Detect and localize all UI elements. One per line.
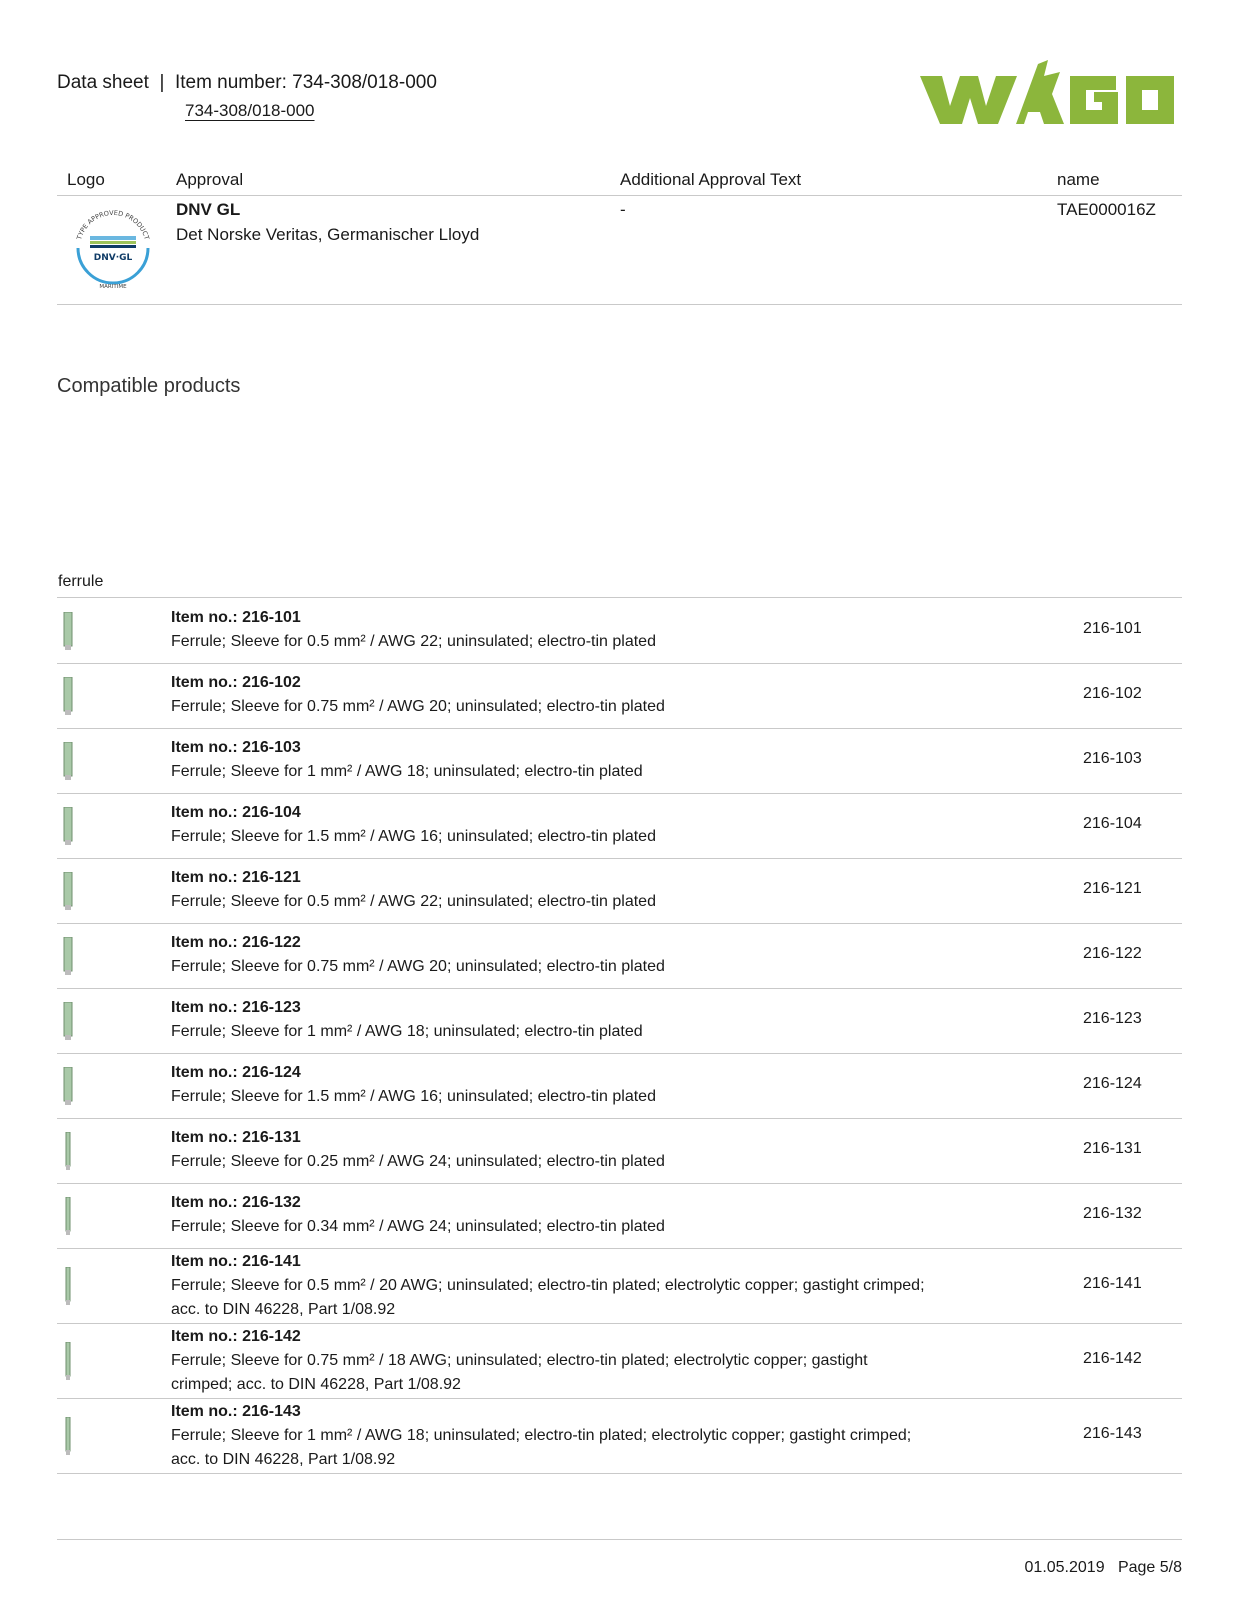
col-header-logo: Logo: [67, 170, 105, 189]
item-code: 216-123: [1083, 1010, 1142, 1027]
ferrule-image: [62, 807, 74, 845]
item-description: Ferrule; Sleeve for 1 mm² / AWG 18; uninsulated; electro-tin plated; electrolytic copper; gastight crimped; acc. to DIN 46228, Part 1/08.92: [171, 1427, 912, 1468]
additional-approval-text: -: [620, 200, 626, 219]
item-description: Ferrule; Sleeve for 0.5 mm² / AWG 22; uninsulated; electro-tin plated: [171, 633, 656, 650]
table-row[interactable]: Item no.: 216-102 Ferrule; Sleeve for 0.75 mm² / AWG 20; uninsulated; electro-tin plated 216-102: [57, 664, 1182, 729]
item-code: 216-101: [1083, 620, 1142, 637]
item-description: Ferrule; Sleeve for 0.5 mm² / 20 AWG; uninsulated; electro-tin plated; electrolytic copper; gastight crimped; acc. to DIN 46228, Part 1/08.92: [171, 1277, 925, 1318]
item-number: 216-123: [242, 999, 301, 1016]
item-code: 216-102: [1083, 685, 1142, 702]
table-row[interactable]: Item no.: 216-141 Ferrule; Sleeve for 0.5 mm² / 20 AWG; uninsulated; electro-tin plated; electrolytic copper; gastight crimped; acc. to DIN 46228, Part 1/08.92 216-141: [57, 1249, 1182, 1324]
svg-text:TYPE APPROVED PRODUCT: TYPE APPROVED PRODUCT: [75, 208, 151, 241]
item-number: 216-104: [242, 804, 301, 821]
item-code: 216-141: [1083, 1275, 1142, 1292]
item-code: 216-142: [1083, 1350, 1142, 1367]
item-code: 216-103: [1083, 750, 1142, 767]
ferrule-image: [62, 872, 74, 910]
footer-page: Page 5/8: [1117, 1559, 1182, 1576]
item-number: 216-131: [242, 1129, 301, 1146]
item-description: Ferrule; Sleeve for 0.5 mm² / AWG 22; uninsulated; electro-tin plated: [171, 893, 656, 910]
item-description: Ferrule; Sleeve for 1 mm² / AWG 18; uninsulated; electro-tin plated: [171, 1023, 643, 1040]
item-description: Ferrule; Sleeve for 0.75 mm² / 18 AWG; uninsulated; electro-tin plated; electrolytic copper; gastight crimped; acc. to DIN 46228, Part 1/08.92: [171, 1352, 868, 1393]
item-code: 216-124: [1083, 1075, 1142, 1092]
page-title: Data sheet | Item number: 734-308/018-000: [57, 72, 437, 93]
ferrule-image: [62, 1132, 74, 1170]
table-row[interactable]: Item no.: 216-132 Ferrule; Sleeve for 0.34 mm² / AWG 24; uninsulated; electro-tin plated 216-132: [57, 1184, 1182, 1249]
table-row[interactable]: Item no.: 216-103 Ferrule; Sleeve for 1 mm² / AWG 18; uninsulated; electro-tin plated 216-103: [57, 729, 1182, 794]
approval-description: Det Norske Veritas, Germanischer Lloyd: [176, 225, 480, 244]
section-title: Compatible products: [57, 375, 241, 397]
item-number: 216-141: [242, 1253, 301, 1270]
col-header-approval: Approval: [176, 170, 244, 189]
ferrule-image: [62, 1002, 74, 1040]
ferrule-image: [62, 742, 74, 780]
item-description: Ferrule; Sleeve for 0.75 mm² / AWG 20; uninsulated; electro-tin plated: [171, 698, 665, 715]
item-description: Ferrule; Sleeve for 1.5 mm² / AWG 16; uninsulated; electro-tin plated: [171, 828, 656, 845]
item-number: 216-142: [242, 1328, 301, 1345]
table-row[interactable]: Item no.: 216-121 Ferrule; Sleeve for 0.5 mm² / AWG 22; uninsulated; electro-tin plated 216-121: [57, 859, 1182, 924]
item-code: 216-143: [1083, 1425, 1142, 1442]
footer: [1025, 1559, 1182, 1577]
ferrule-image: [62, 612, 74, 650]
item-number-link[interactable]: 734-308/018-000: [185, 101, 315, 120]
wago-logo-text: WAGO: [920, 58, 924, 59]
table-row[interactable]: Item no.: 216-123 Ferrule; Sleeve for 1 mm² / AWG 18; uninsulated; electro-tin plated 216-123: [57, 989, 1182, 1054]
item-number: 216-124: [242, 1064, 301, 1081]
ferrule-image: [62, 1267, 74, 1305]
item-code: 216-121: [1083, 880, 1142, 897]
table-row[interactable]: Item no.: 216-124 Ferrule; Sleeve for 1.5 mm² / AWG 16; uninsulated; electro-tin plated 216-124: [57, 1054, 1182, 1119]
item-code: 216-104: [1083, 815, 1142, 832]
table-row[interactable]: Item no.: 216-122 Ferrule; Sleeve for 0.75 mm² / AWG 20; uninsulated; electro-tin plated 216-122: [57, 924, 1182, 989]
divider: [57, 597, 1182, 598]
compatible-products-table: [57, 599, 1182, 1474]
table-row[interactable]: Item no.: 216-101 Ferrule; Sleeve for 0.5 mm² / AWG 22; uninsulated; electro-tin plated 216-101: [57, 599, 1182, 664]
ferrule-image: [62, 1342, 74, 1380]
item-number: 216-103: [242, 739, 301, 756]
item-number: 216-122: [242, 934, 301, 951]
table-row[interactable]: Item no.: 216-142 Ferrule; Sleeve for 0.75 mm² / 18 AWG; uninsulated; electro-tin plated; electrolytic copper; gastight crimped; acc. to DIN 46228, Part 1/08.92 216-142: [57, 1324, 1182, 1399]
item-description: Ferrule; Sleeve for 0.34 mm² / AWG 24; uninsulated; electro-tin plated: [171, 1218, 665, 1235]
item-description: Ferrule; Sleeve for 0.75 mm² / AWG 20; uninsulated; electro-tin plated: [171, 958, 665, 975]
ferrule-image: [62, 1417, 74, 1455]
approval-name: DNV GL: [176, 200, 241, 219]
item-code: 216-132: [1083, 1205, 1142, 1222]
item-description: Ferrule; Sleeve for 1 mm² / AWG 18; uninsulated; electro-tin plated: [171, 763, 643, 780]
item-number: 216-143: [242, 1403, 301, 1420]
category-title: ferrule: [58, 573, 104, 590]
item-number: 216-132: [242, 1194, 301, 1211]
table-row[interactable]: Item no.: 216-131 Ferrule; Sleeve for 0.25 mm² / AWG 24; uninsulated; electro-tin plated 216-131: [57, 1119, 1182, 1184]
ferrule-image: [62, 1067, 74, 1105]
item-number: 216-101: [242, 609, 301, 626]
table-row[interactable]: Item no.: 216-143 Ferrule; Sleeve for 1 mm² / AWG 18; uninsulated; electro-tin plated; electrolytic copper; gastight crimped; acc. to DIN 46228, Part 1/08.92 216-143: [57, 1399, 1182, 1474]
ferrule-image: [62, 937, 74, 975]
wago-logo: [920, 58, 1180, 144]
footer-date: 01.05.2019: [1024, 1559, 1105, 1576]
svg-text:DNV·GL: DNV·GL: [93, 253, 133, 263]
svg-text:MARITIME: MARITIME: [99, 284, 127, 290]
col-header-additional: Additional Approval Text: [620, 170, 802, 189]
table-row[interactable]: Item no.: 216-104 Ferrule; Sleeve for 1.5 mm² / AWG 16; uninsulated; electro-tin plated 216-104: [57, 794, 1182, 859]
item-code: 216-122: [1083, 945, 1142, 962]
item-number: 216-102: [242, 674, 301, 691]
col-header-name: name: [1057, 170, 1100, 189]
ferrule-image: [62, 677, 74, 715]
divider: [57, 304, 1182, 305]
ferrule-image: [62, 1197, 74, 1235]
divider: [57, 195, 1182, 196]
item-code: 216-131: [1083, 1140, 1142, 1157]
item-number: 216-121: [242, 869, 301, 886]
item-description: Ferrule; Sleeve for 0.25 mm² / AWG 24; uninsulated; electro-tin plated: [171, 1153, 665, 1170]
approval-id: TAE000016Z: [1057, 200, 1156, 219]
dnv-gl-logo: [70, 208, 156, 292]
item-description: Ferrule; Sleeve for 1.5 mm² / AWG 16; uninsulated; electro-tin plated: [171, 1088, 656, 1105]
footer-divider: [57, 1539, 1182, 1540]
